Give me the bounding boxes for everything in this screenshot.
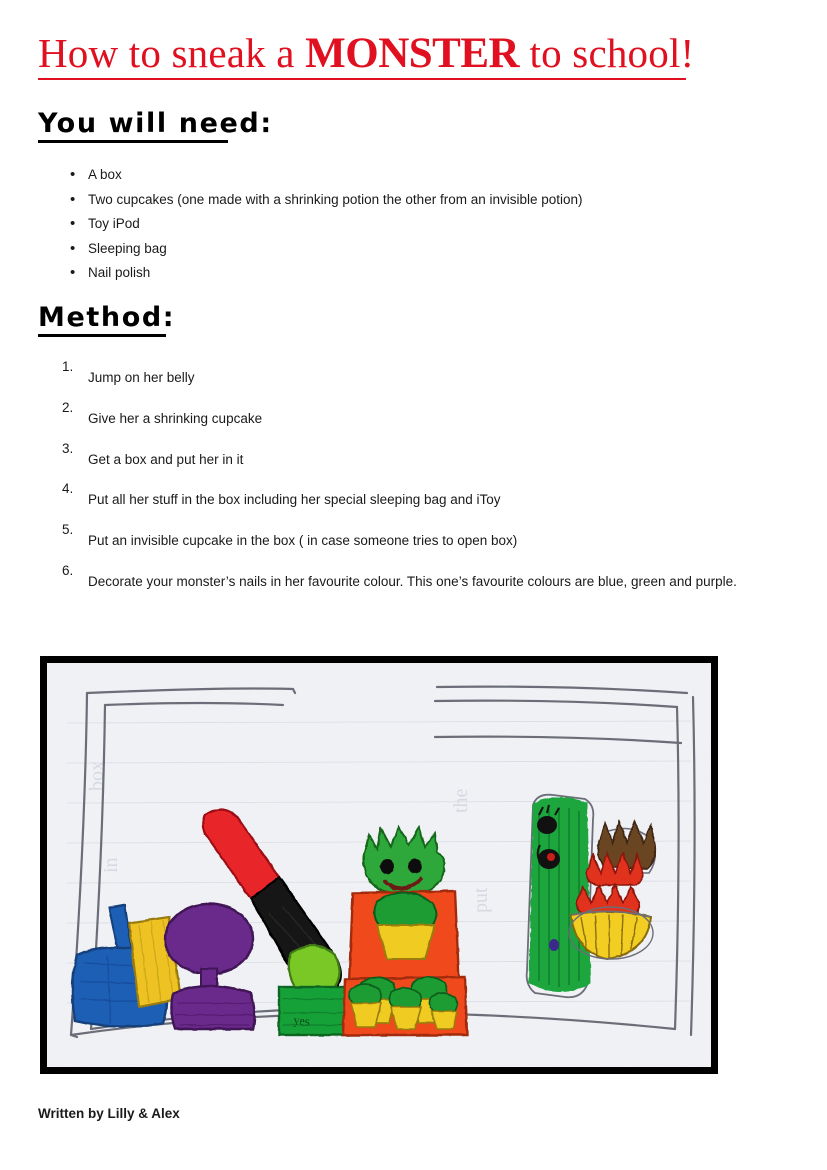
method-heading: Method: xyxy=(38,302,176,333)
title-text-suffix: to school! xyxy=(519,30,695,76)
list-item-label: Sleeping bag xyxy=(88,240,167,256)
list-item-label: Jump on her belly xyxy=(88,370,195,385)
list-item xyxy=(0,237,760,262)
list-item xyxy=(0,163,760,188)
list-item-label: Give her a shrinking cupcake xyxy=(88,410,263,426)
monster-belly-mark xyxy=(549,939,559,951)
list-item-label: A box xyxy=(88,167,122,182)
materials-heading: You will need: xyxy=(38,108,273,139)
list-item xyxy=(0,520,790,561)
list-item-label: Toy iPod xyxy=(88,216,140,231)
bullet-icon: • xyxy=(70,215,76,232)
list-item-label: Put all her stuff in the box including her special sleeping bag and iToy xyxy=(88,492,501,508)
list-item-label: Put an invisible cupcake in the box ( in case someone tries to open box) xyxy=(88,533,518,549)
list-item xyxy=(0,479,790,520)
materials-list xyxy=(0,163,760,286)
list-item-number: 4. xyxy=(62,481,74,497)
list-item-number: 1. xyxy=(62,359,74,374)
page-title xyxy=(38,30,798,78)
list-item xyxy=(0,188,760,213)
svg-text:box: box xyxy=(86,761,108,791)
monster-eye-left xyxy=(537,816,557,834)
list-item xyxy=(0,261,760,286)
bullet-icon: • xyxy=(70,239,76,257)
method-heading-underline xyxy=(38,334,166,337)
list-item xyxy=(0,561,790,602)
list-item-label: Nail polish xyxy=(88,265,151,280)
pot-label: yes xyxy=(293,1013,311,1028)
childs-drawing xyxy=(47,663,711,1067)
materials-heading-underline xyxy=(38,140,228,143)
list-item-number: 6. xyxy=(62,562,74,578)
list-item-number: 3. xyxy=(62,440,74,456)
bullet-icon: • xyxy=(70,166,76,183)
list-item-number: 5. xyxy=(62,522,74,538)
method-list xyxy=(0,357,790,602)
title-underline xyxy=(38,78,686,80)
byline: Written by Lilly & Alex xyxy=(38,1106,180,1121)
title-text-emphasis: MONSTER xyxy=(305,30,520,77)
list-item xyxy=(0,357,790,398)
list-item-label: Decorate your monster’s nails in her favourite colour. This one’s favourite colours are blue, green and purple. xyxy=(88,573,737,589)
cupcake-large xyxy=(374,892,436,959)
list-item-label: Two cupcakes (one made with a shrinking potion the other from an invisible potion) xyxy=(88,191,583,207)
list-item-number: 2. xyxy=(62,399,74,415)
list-item-label: Get a box and put her in it xyxy=(88,451,244,467)
list-item xyxy=(0,212,760,237)
svg-text:in: in xyxy=(100,857,122,873)
list-item xyxy=(0,398,790,439)
list-item xyxy=(0,439,790,480)
bullet-icon: • xyxy=(70,264,76,281)
svg-text:the: the xyxy=(450,788,472,813)
title-text-prefix: How to sneak a xyxy=(38,30,306,76)
illustration-frame xyxy=(40,656,718,1074)
svg-text:put: put xyxy=(470,887,492,913)
bullet-icon: • xyxy=(70,190,76,208)
illustration-canvas xyxy=(47,663,711,1067)
